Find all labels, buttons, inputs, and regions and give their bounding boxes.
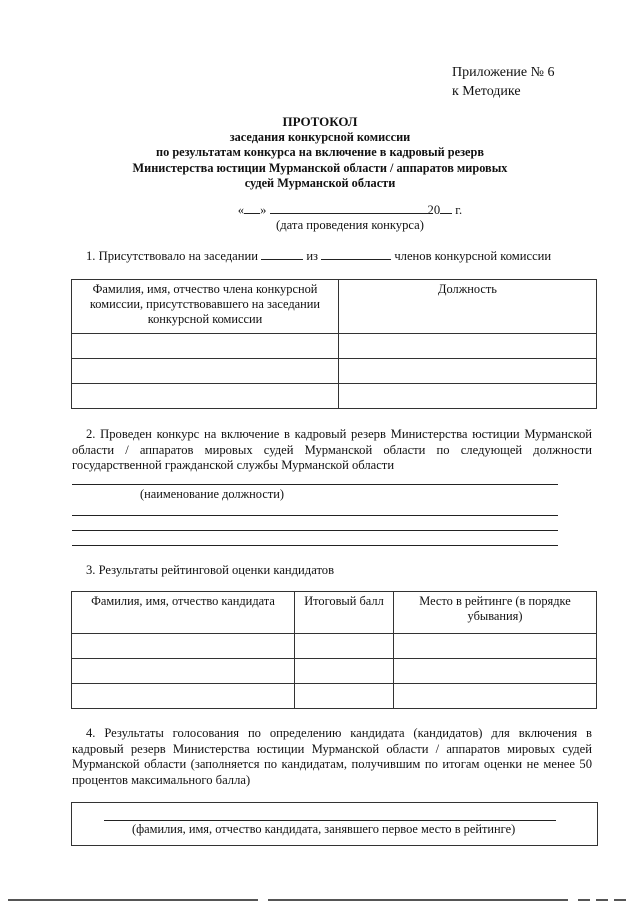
title-main: ПРОТОКОЛ [282,114,358,129]
quote-open: « [237,203,245,217]
section-1-text-b: из [306,249,319,263]
table-row [72,659,597,684]
table-header-row [72,280,597,334]
year-suffix: г. [455,203,463,217]
header-candidate-name: Фамилия, имя, отчество кандидата [72,592,295,634]
table-cell [72,634,295,659]
position-name-line [72,484,558,485]
scan-edge-mark [596,899,608,901]
table-cell [295,659,394,684]
year-prefix: 20 [427,203,441,217]
section-4-text: 4. Результаты голосования по определению кандидата (кандидатов) для включения в кадровый резерв Министерства юстиции Мурманской области / аппаратов мировых судей Мурманской области (заполняется по кандидатам, получившим по итогам оценки не менее 50 процентов максимального балла) [72,726,592,787]
table-row [72,334,597,359]
header-rank: Место в рейтинге (в порядке убывания) [394,592,597,634]
section-1-text-a: 1. Присутствовало на заседании [86,249,258,263]
section-1-attendance [86,248,551,264]
header-member-name: Фамилия, имя, отчество члена конкурсной комиссии, присутствовавшего на заседании конкурсной комиссии [72,280,339,334]
document-title [60,114,580,192]
table-cell [72,684,295,709]
scan-edge-mark [614,899,626,901]
table-header-row [72,592,597,634]
table-cell [339,334,597,359]
first-place-name-line [104,820,556,821]
table-row [72,684,597,709]
table-cell [394,659,597,684]
position-name-caption: (наименование должности) [140,487,284,501]
attended-blank [261,248,303,260]
candidate-rating-table [71,591,597,709]
scan-edge-mark [8,899,258,901]
title-line-5: судей Мурманской области [244,176,396,190]
table-cell [72,384,339,409]
scan-edge-mark [268,899,568,901]
year-blank [440,202,452,214]
table-cell [394,634,597,659]
scan-edge-mark [578,899,590,901]
title-line-2: заседания конкурсной комиссии [229,129,411,144]
date-caption: (дата проведения конкурса) [276,218,424,232]
appendix-label [452,63,555,101]
commission-members-table [71,279,597,409]
header-position: Должность [339,280,597,334]
table-cell [72,359,339,384]
table-row [72,384,597,409]
title-line-3: по результатам конкурса на включение в кадровый резерв [156,145,484,159]
table-cell [339,384,597,409]
appendix-number: Приложение № 6 [452,65,555,80]
appendix-reference: к Методике [452,84,521,99]
title-line-4: Министерства юстиции Мурманской области / аппаратов мировых [132,160,508,175]
header-total-score: Итоговый балл [295,592,394,634]
section-2-text: 2. Проведен конкурс на включение в кадровый резерв Министерства юстиции Мурманской области / аппаратов мировых судей Мурманской области по следующей должности государственной гражданской службы Мурманской области [72,427,592,472]
table-cell [394,684,597,709]
table-cell [339,359,597,384]
section-3-heading: 3. Результаты рейтинговой оценки кандидатов [86,563,335,577]
day-blank [244,202,260,214]
table-cell [295,684,394,709]
table-cell [72,334,339,359]
section-1-text-c: членов конкурсной комиссии [394,249,552,263]
table-cell [295,634,394,659]
first-place-caption: (фамилия, имя, отчество кандидата, занявшего первое место в рейтинге) [132,822,516,836]
table-row [72,634,597,659]
blank-line [72,515,558,516]
table-cell [72,659,295,684]
blank-line [72,545,558,546]
blank-line [72,530,558,531]
total-blank [321,248,391,260]
quote-close: » [260,203,267,217]
table-row [72,359,597,384]
month-blank [270,202,428,214]
date-line [200,202,500,233]
